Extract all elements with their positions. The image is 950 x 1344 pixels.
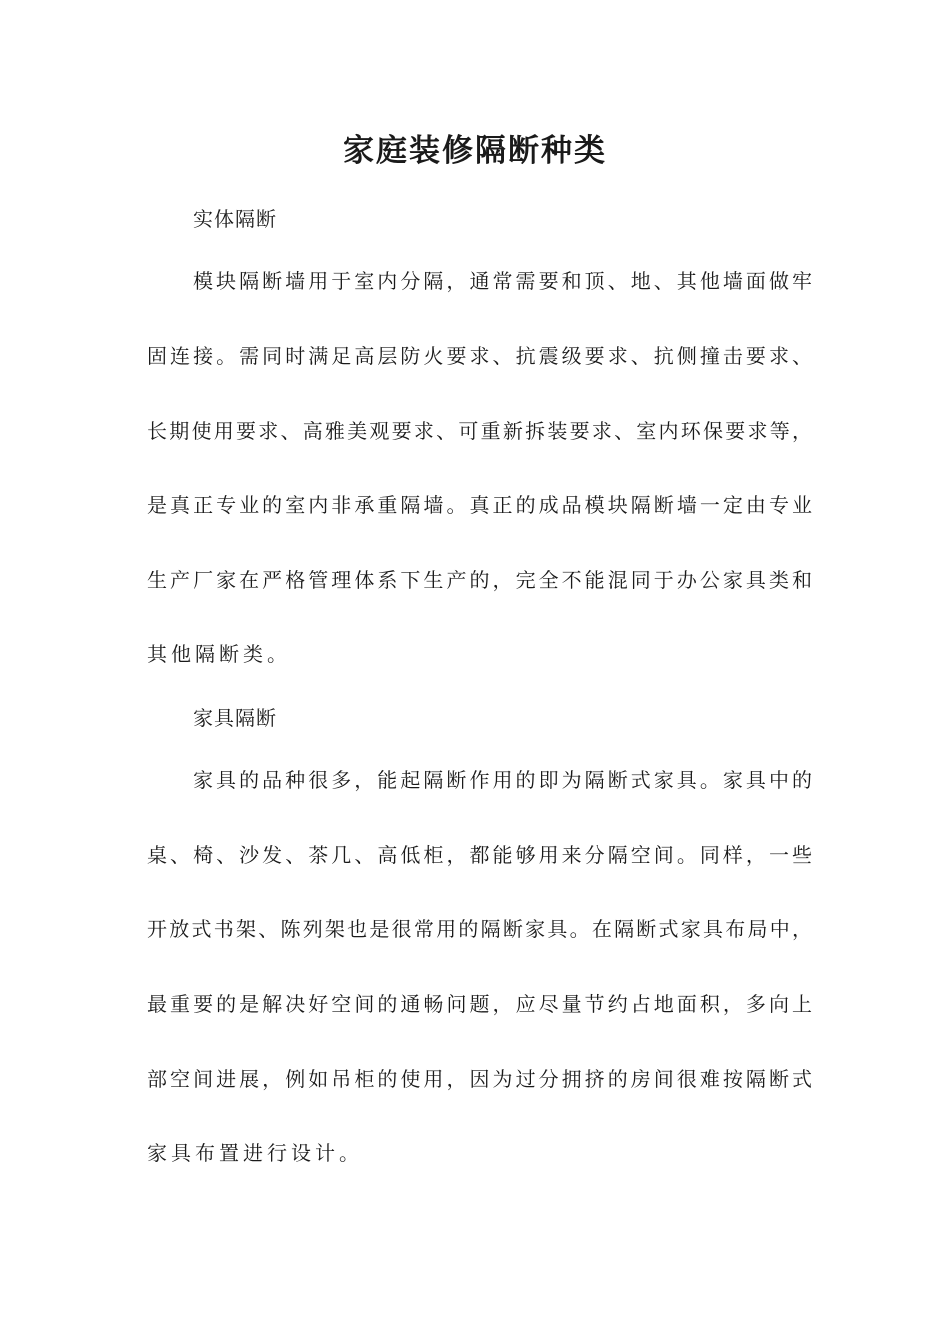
paragraph-line: 生产厂家在严格管理体系下生产的，完全不能混同于办公家具类和: [147, 568, 812, 592]
paragraph-line: 长期使用要求、高雅美观要求、可重新拆装要求、室内环保要求等，: [147, 419, 812, 443]
document-title: 家庭装修隔断种类: [343, 133, 607, 169]
paragraph-line: 家具布置进行设计。: [147, 1141, 363, 1165]
paragraph-line: 部空间进展，例如吊柜的使用，因为过分拥挤的房间很难按隔断式: [147, 1067, 812, 1091]
paragraph-line: 开放式书架、陈列架也是很常用的隔断家具。在隔断式家具布局中，: [147, 917, 812, 941]
paragraph-line: 是真正专业的室内非承重隔墙。真正的成品模块隔断墙一定由专业: [147, 493, 812, 517]
paragraph-line: 模块隔断墙用于室内分隔，通常需要和顶、地、其他墙面做牢: [193, 269, 812, 293]
section-heading-solid-partition: 实体隔断: [193, 207, 277, 231]
paragraph-line: 家具的品种很多，能起隔断作用的即为隔断式家具。家具中的: [193, 768, 812, 792]
paragraph-line: 桌、椅、沙发、茶几、高低柜，都能够用来分隔空间。同样，一些: [147, 843, 812, 867]
paragraph-line: 最重要的是解决好空间的通畅问题，应尽量节约占地面积，多向上: [147, 992, 812, 1016]
paragraph-line: 其他隔断类。: [147, 642, 291, 666]
paragraph-line: 固连接。需同时满足高层防火要求、抗震级要求、抗侧撞击要求、: [147, 344, 812, 368]
section-heading-furniture-partition: 家具隔断: [193, 706, 277, 730]
